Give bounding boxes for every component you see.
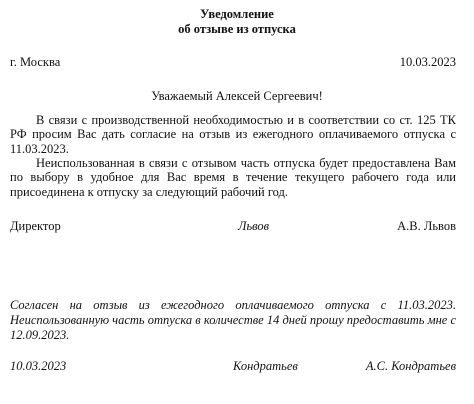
greeting: Уважаемый Алексей Сергеевич! xyxy=(151,89,323,103)
document-subtitle: об отзыве из отпуска xyxy=(178,22,296,36)
place-date-row xyxy=(10,55,456,70)
document-title: Уведомление xyxy=(200,7,274,21)
employee-name: А.С. Кондратьев xyxy=(365,359,456,373)
paragraph-request: В связи с производственной необходимостью и в соответствии со ст. 125 ТК РФ просим Вас дать согласие на отзыв из ежегодного оплачиваемого отпуска с 11.03.2023. xyxy=(10,113,456,156)
director-signature: Львов xyxy=(238,219,270,233)
employee-signature: Кондратьев xyxy=(233,359,298,373)
document-date: 10.03.2023 xyxy=(399,55,456,69)
director-position: Директор xyxy=(10,219,61,233)
employee-date: 10.03.2023 xyxy=(10,359,67,373)
city-label: г. Москва xyxy=(10,55,61,69)
paragraph-compensation: Неиспользованная в связи с отзывом часть отпуска будет предоставлена Вам по выбору в удобное для Вас время в течение текущего рабочего года или присоединена к отпуску за следующий рабочий год. xyxy=(10,156,456,199)
employee-consent-text: Согласен на отзыв из ежегодного оплачиваемого отпуска с 11.03.2023. Неиспользованную часть отпуска в количестве 14 дней прошу предоставить мне с 12.09.2023. xyxy=(10,298,456,342)
director-name: А.В. Львов xyxy=(397,219,456,233)
